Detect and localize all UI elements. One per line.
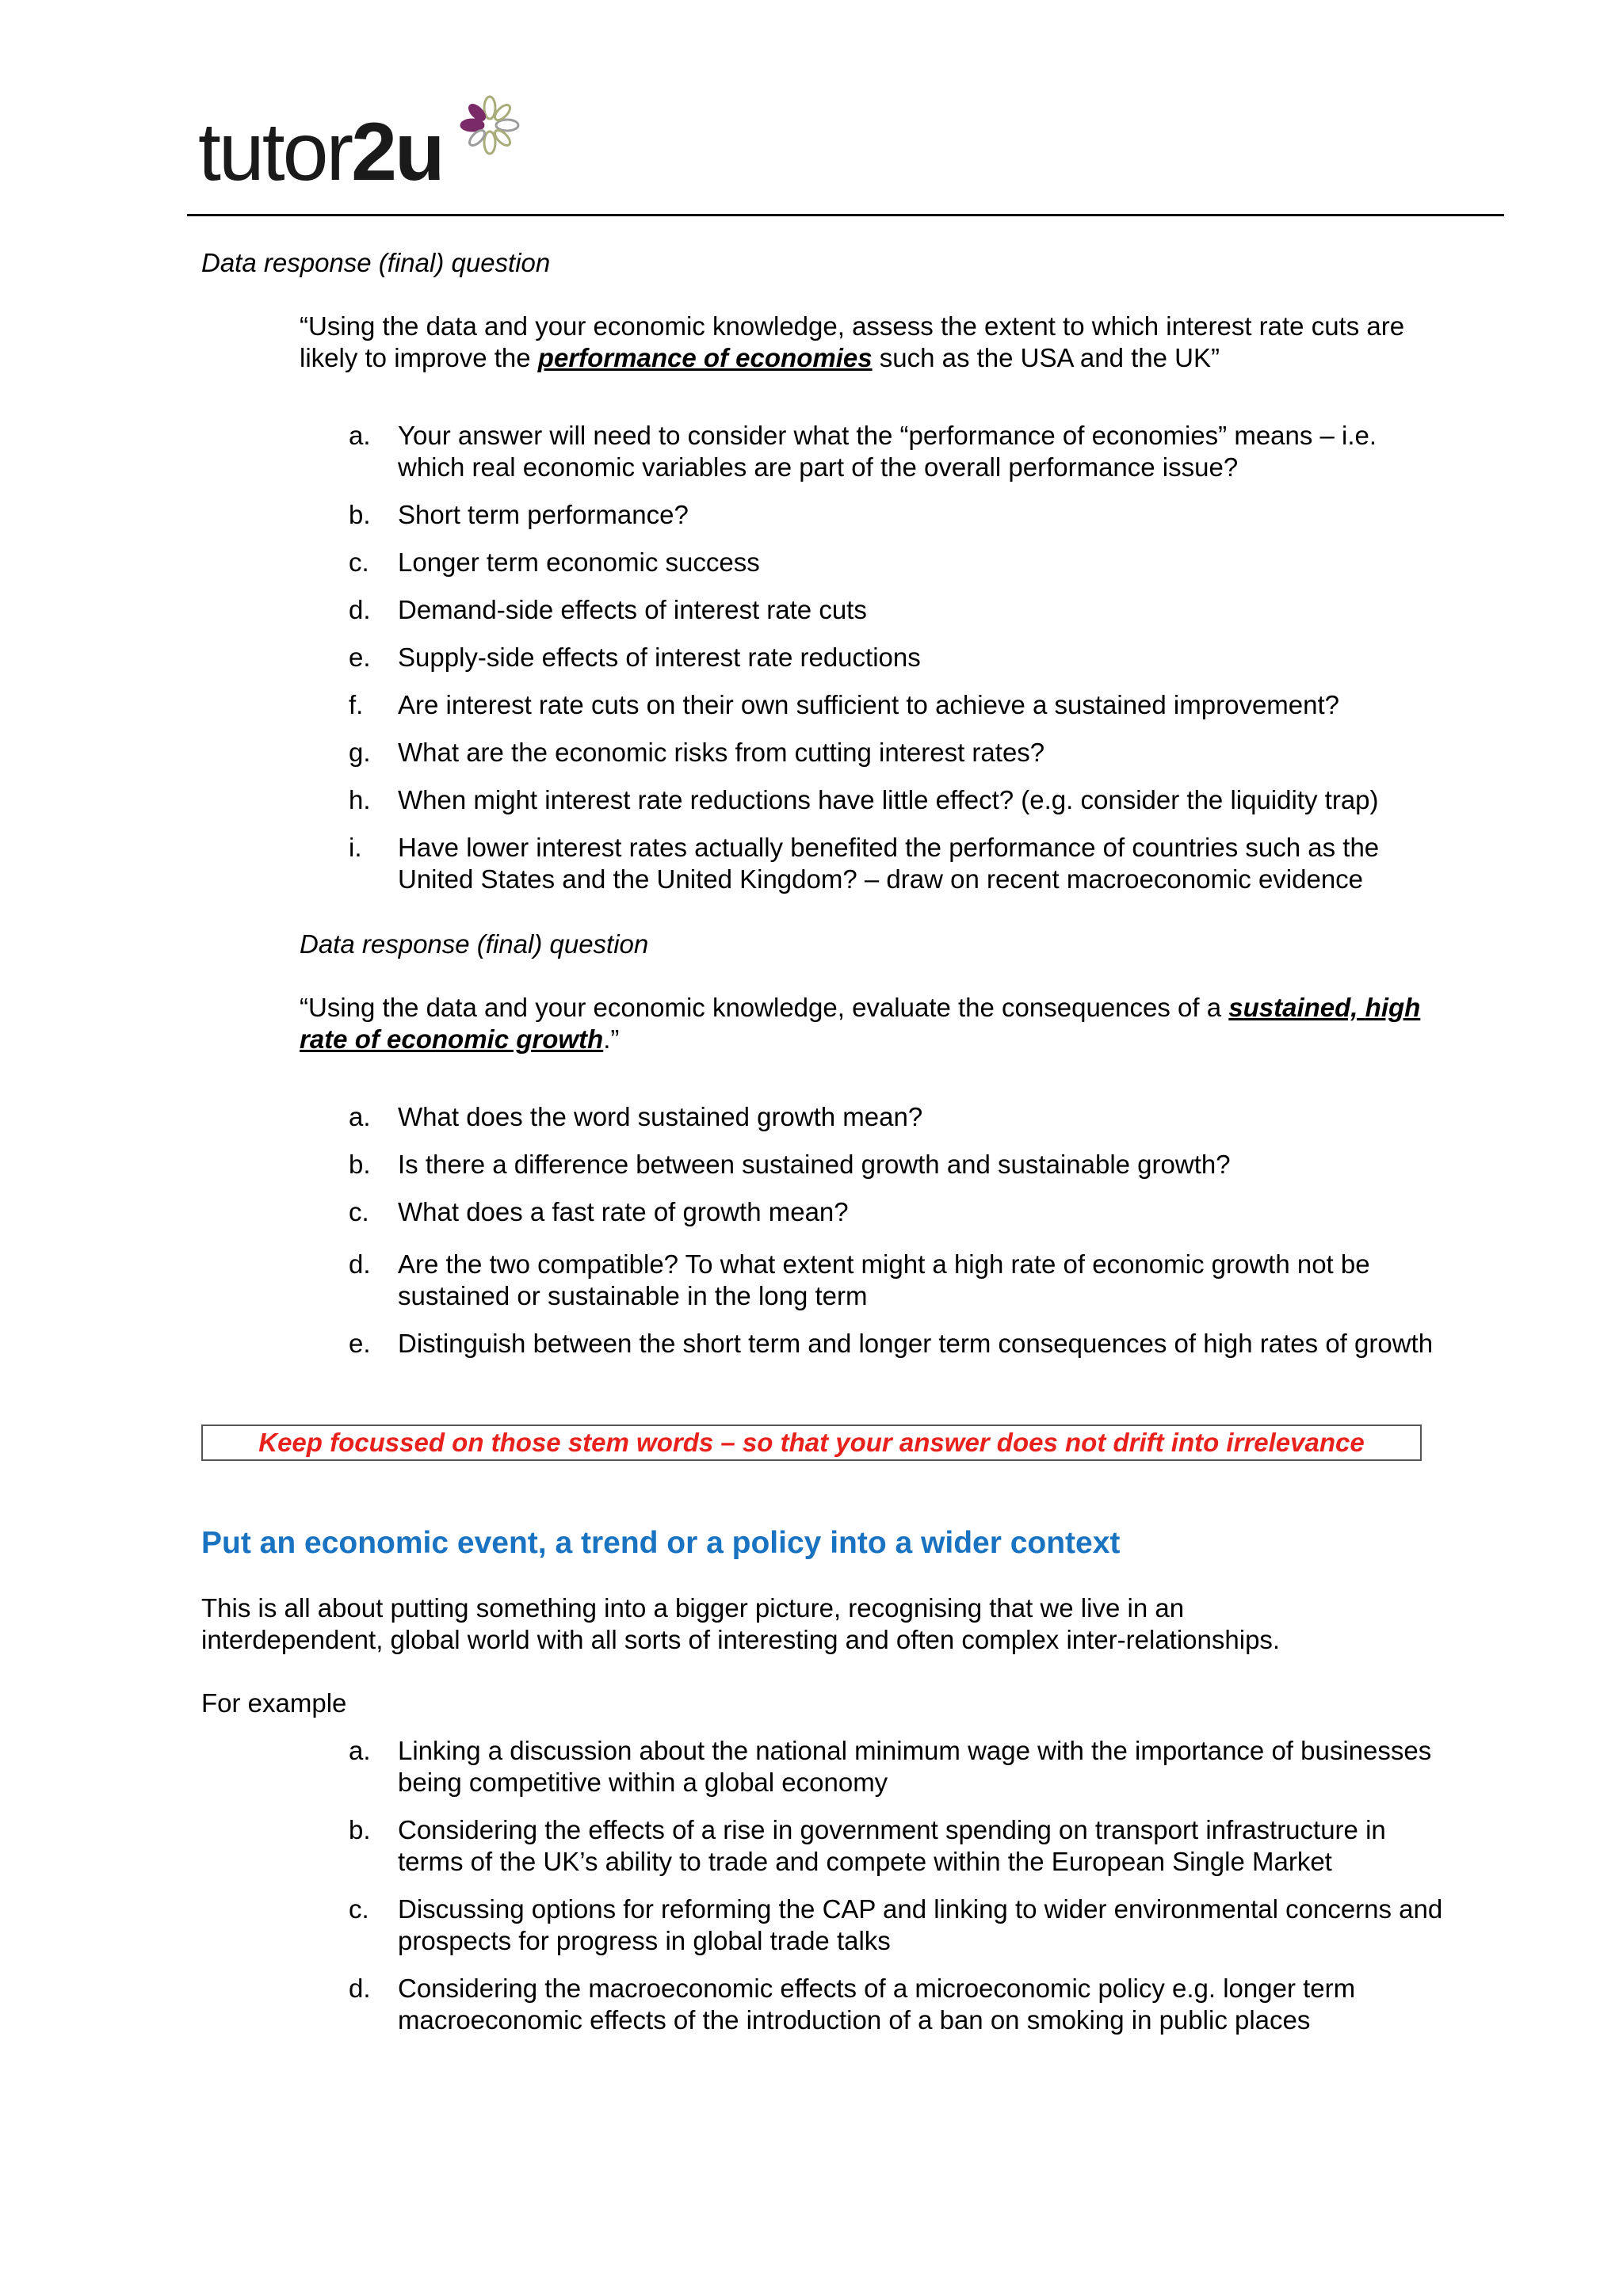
flower-icon [458,93,521,157]
section1-heading: Data response (final) question [201,248,551,277]
section2-question: “Using the data and your economic knowledge, evaluate the consequences of a sustained, high rate of economic growth.” [300,993,1421,1054]
logo-wordmark: tutor2u [198,106,443,198]
section3-title: Put an economic event, a trend or a policy into a wider context [201,1526,1121,1560]
document-page: tutor2u Data response (final) question “Using the data and your economic knowledge, assess the extent to which interest rate cuts are likely to improve the performance of economies such as the USA and the UK” a. Your answer will need to consider what the “performance of economies” means – i.e. which real economic variables are part of the overall performance issue? b. Short term performance? c. Longer term economic success d. Demand-side effects of interest rate cuts e. Supply-side effects of interest rate reductions f. Are interest rate cuts on their own sufficient to achieve a sustained improvement? g. What are the economic risks from cutting interest rates? h. When might interest rate reductions have little effect? (e.g. consider the liquidity trap) i. Have lower interest rates actually benefited the performance of countries such as the United States and the United Kingdom? – draw on recent macroeconomic evidence Data response (final) question “Using the data and your economic knowledge, evaluate the consequences of a sustained, high rate of economic growth.” a. What does the word sustained growth mean? b. Is there a difference between sustained growth and sustainable growth? c. What does a fast rate of growth mean? d. Are the two compatible? To what extent might a high rate of economic growth not be sustained or sustainable in the long term e. Distinguish between the short term and longer term consequences of high rates of growth Keep focussed on those stem words – so that your answer does not drift into irrelevance Put an economic event, a trend or a policy into a wider context This is all about putting something into a bigger picture, recognising that we live in an interdependent, global world with all sorts of interesting and often complex inter-relationships. For example a. Linking a discussion about the national minimum wage with the importance of businesses being competitive within a global economy b. Considering the effects of a rise in government spending on transport infrastructure in terms of the UK’s ability to trade and compete within the European Single Market c. Discussing options for reforming the CAP and linking to wider environmental concerns and prospects for progress in global trade talks d. Considering the macroeconomic effects of a microeconomic policy e.g. longer term macroeconomic effects of the introduction of a ban on smoking in public places [0,0,1623,2296]
section2-heading: Data response (final) question [300,929,649,959]
section3-para-line1: This is all about putting something into a bigger picture, recognising that we live in an [201,1593,1185,1623]
section1-question: “Using the data and your economic knowledge, assess the extent to which interest rate cuts are likely to improve the performance of economies such as the USA and the UK” [300,311,1405,372]
for-example-label: For example [201,1688,347,1718]
header-divider [187,214,1504,216]
tutor2u-logo [198,93,563,204]
stem-words-callout: Keep focussed on those stem words – so that your answer does not drift into irrelevance [201,1425,1422,1461]
section3-para-line2: interdependent, global world with all sorts of interesting and often complex inter-relationships. [201,1625,1281,1654]
